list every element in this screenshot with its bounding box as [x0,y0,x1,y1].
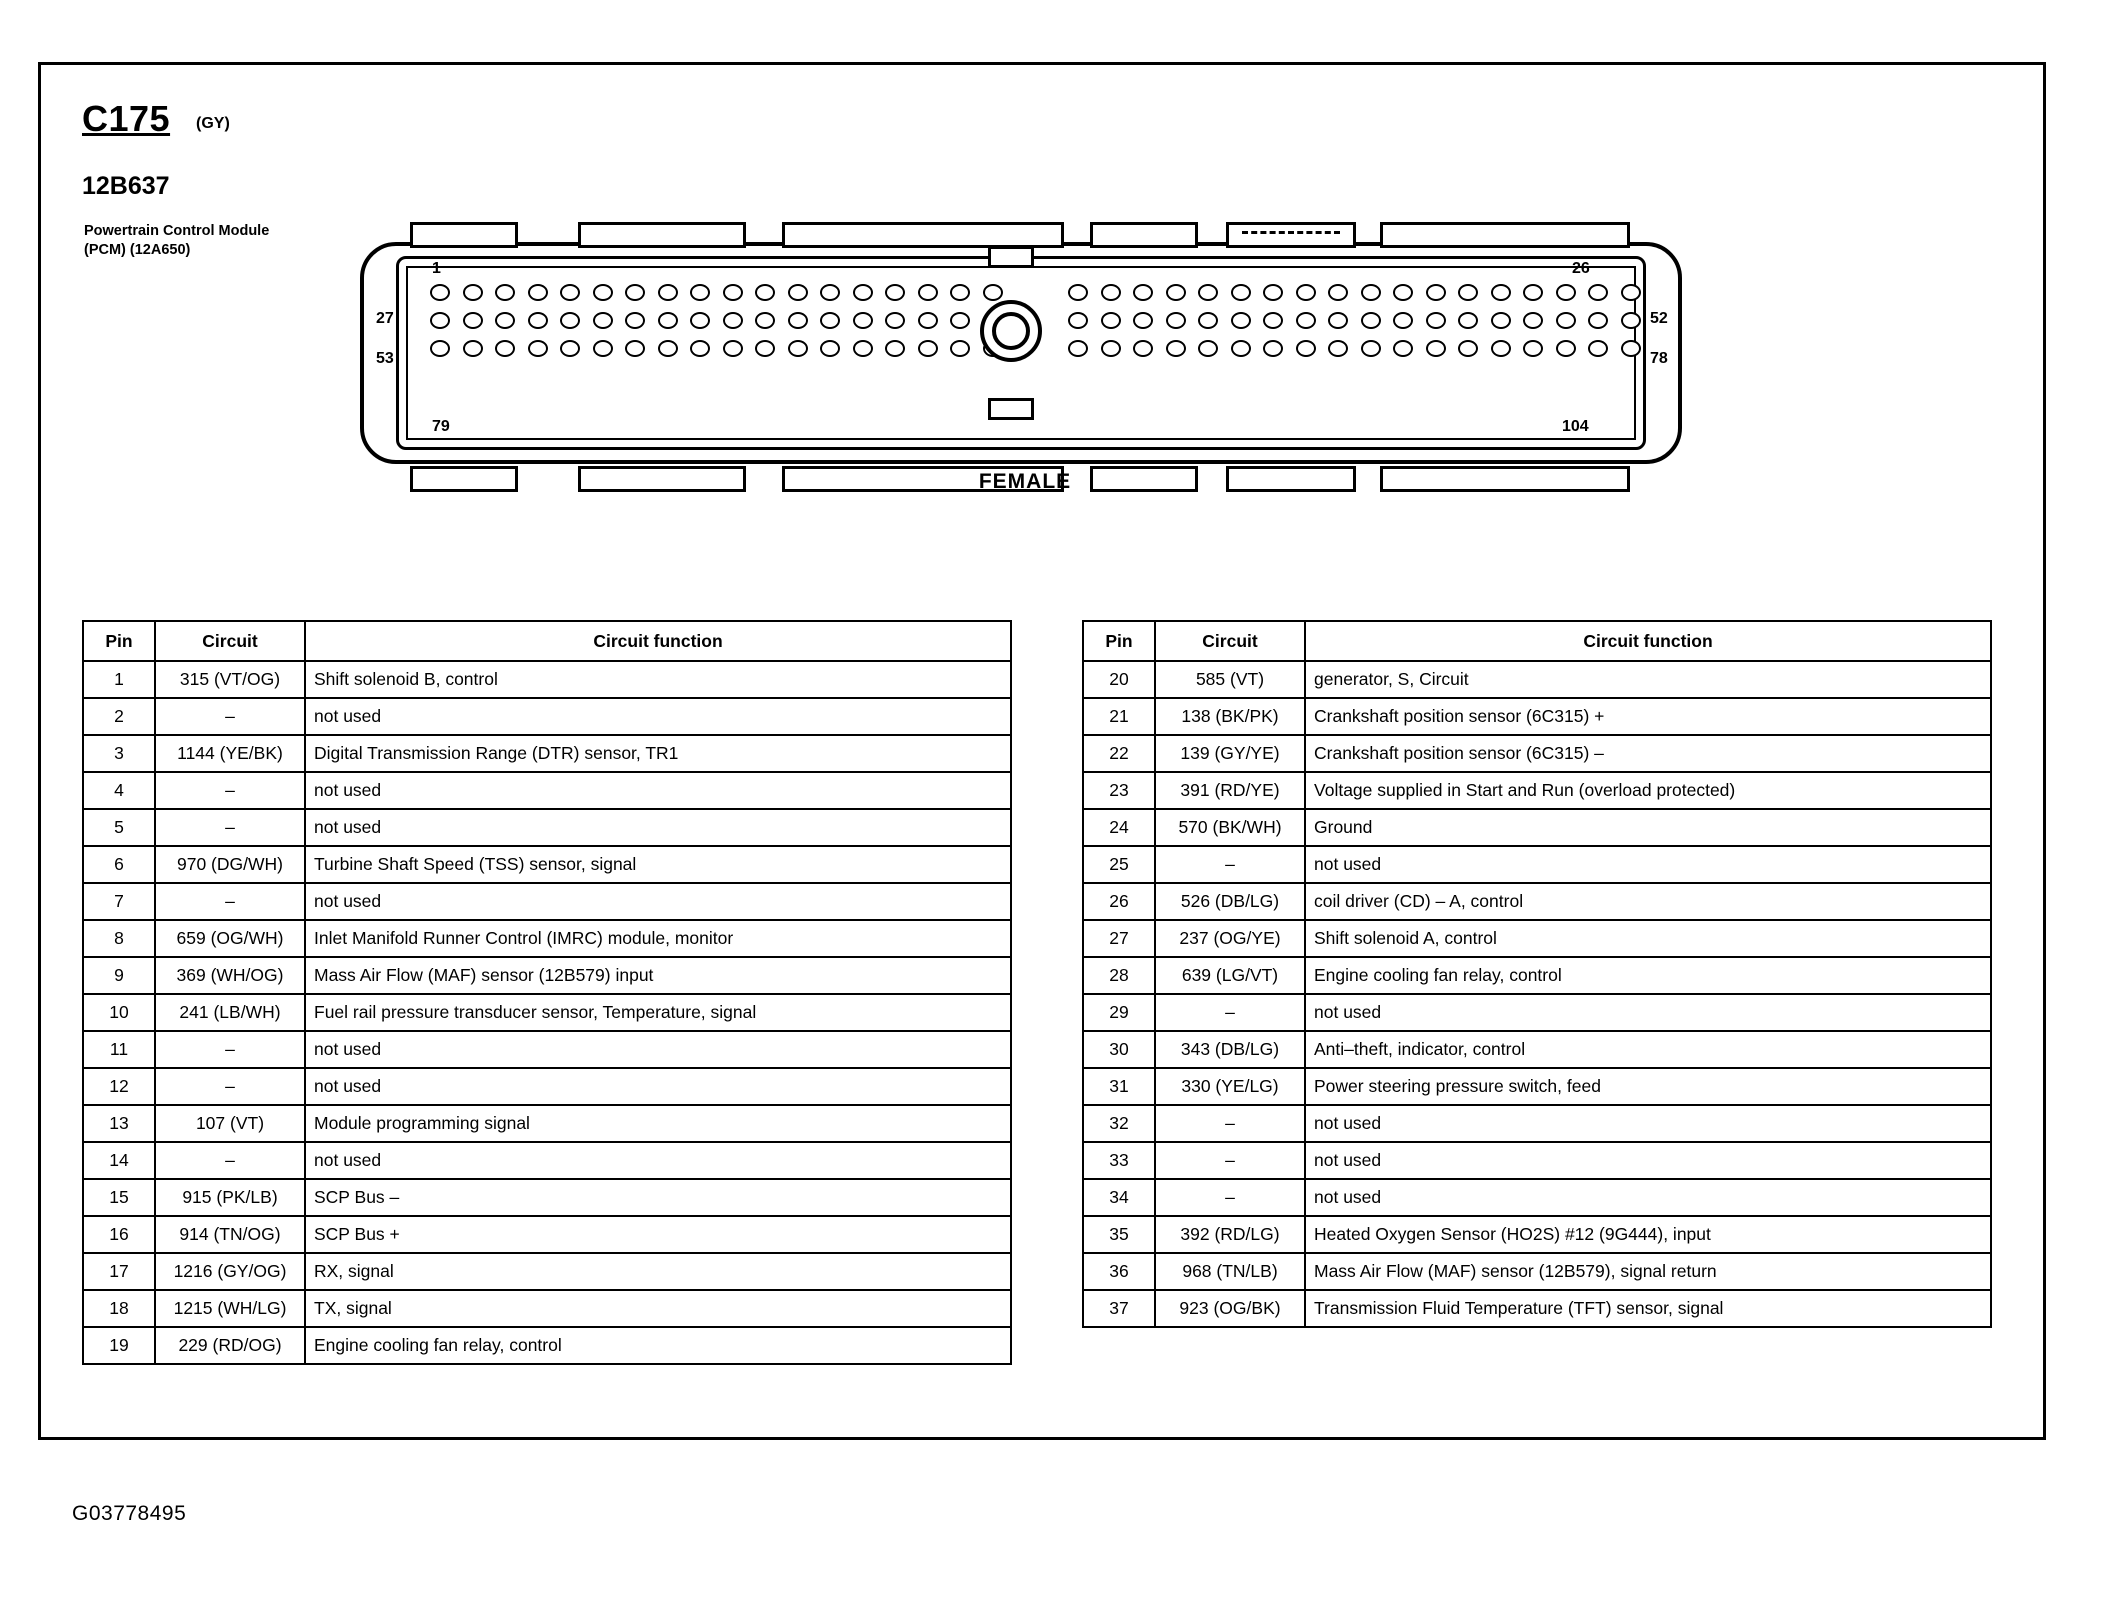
cell-circuit: – [155,1142,305,1179]
pin-row [430,284,1003,301]
pin-row [430,312,1003,329]
cell-pin: 16 [83,1216,155,1253]
cell-pin: 6 [83,846,155,883]
connector-color-code: (GY) [196,115,230,132]
cell-circuit: 1144 (YE/BK) [155,735,305,772]
pin-cavity [1231,284,1251,301]
cell-circuit: – [1155,1179,1305,1216]
table-row [1083,772,1991,809]
pin-cavity [1101,284,1121,301]
pin-cavity [1133,312,1153,329]
cell-function: Turbine Shaft Speed (TSS) sensor, signal [305,846,1011,883]
cell-function: not used [305,883,1011,920]
pin-cavity [1621,312,1641,329]
cell-circuit: 391 (RD/YE) [1155,772,1305,809]
pin-cavity [1393,312,1413,329]
cell-function: Power steering pressure switch, feed [1305,1068,1991,1105]
pin-number-mid-right-upper: 52 [1650,310,1668,327]
pin-number-top-left: 1 [432,260,441,277]
cell-circuit: 369 (WH/OG) [155,957,305,994]
connector-tab-detail [1242,231,1340,242]
connector-latch-tab [1090,222,1198,248]
cell-circuit: – [155,1031,305,1068]
cell-circuit: 914 (TN/OG) [155,1216,305,1253]
cell-circuit: 570 (BK/WH) [1155,809,1305,846]
column-header-circuit: Circuit [1155,621,1305,661]
cell-function: Voltage supplied in Start and Run (overload protected) [1305,772,1991,809]
cell-function: not used [305,772,1011,809]
connector-latch-tab [410,222,518,248]
pin-cavity [1296,284,1316,301]
connector-keyway-bottom [988,398,1034,420]
pin-cavity [1133,284,1153,301]
table-row [83,772,1011,809]
table-row [1083,1216,1991,1253]
cell-pin: 10 [83,994,155,1031]
cell-pin: 33 [1083,1142,1155,1179]
table-row [83,883,1011,920]
pin-cavity [593,340,613,357]
table-row [83,1105,1011,1142]
cell-pin: 23 [1083,772,1155,809]
pin-cavity [1166,312,1186,329]
pin-cavity [1458,284,1478,301]
pin-grid-right [1068,284,1641,357]
cell-function: Transmission Fluid Temperature (TFT) sensor, signal [1305,1290,1991,1327]
cell-function: not used [1305,994,1991,1031]
column-header-function: Circuit function [1305,621,1991,661]
cell-pin: 12 [83,1068,155,1105]
cell-circuit: 585 (VT) [1155,661,1305,698]
cell-circuit: – [1155,846,1305,883]
pin-cavity [1621,340,1641,357]
cell-circuit: – [155,883,305,920]
pin-cavity [723,340,743,357]
cell-pin: 35 [1083,1216,1155,1253]
pin-cavity [430,340,450,357]
cell-function: not used [305,809,1011,846]
pin-cavity [1393,284,1413,301]
cell-function: Mass Air Flow (MAF) sensor (12B579), signal return [1305,1253,1991,1290]
cell-function: Fuel rail pressure transducer sensor, Temperature, signal [305,994,1011,1031]
connector-illustration [350,222,1700,492]
connector-keyway-top [988,246,1034,268]
pin-table-left [82,620,1012,1365]
cell-pin: 32 [1083,1105,1155,1142]
cell-function: Mass Air Flow (MAF) sensor (12B579) input [305,957,1011,994]
table-row [1083,1068,1991,1105]
pin-cavity [885,284,905,301]
table-row [1083,846,1991,883]
cell-circuit: – [155,1068,305,1105]
connector-id: C175 [82,98,171,139]
pin-cavity [755,284,775,301]
table-row [1083,1105,1991,1142]
pin-cavity [788,340,808,357]
pin-cavity [1198,284,1218,301]
cell-circuit: – [1155,1142,1305,1179]
table-row [1083,920,1991,957]
pin-cavity [1556,340,1576,357]
pin-cavity [658,284,678,301]
connector-latch-tab [578,222,746,248]
table-row [1083,1142,1991,1179]
pin-cavity [560,340,580,357]
pin-cavity [463,312,483,329]
cell-circuit: 970 (DG/WH) [155,846,305,883]
pin-cavity [1263,340,1283,357]
cell-pin: 7 [83,883,155,920]
cell-circuit: 659 (OG/WH) [155,920,305,957]
pin-cavity [495,312,515,329]
connector-latch-tab [782,222,1064,248]
cell-pin: 8 [83,920,155,957]
cell-circuit: 915 (PK/LB) [155,1179,305,1216]
pin-row [1068,312,1641,329]
table-row [83,1142,1011,1179]
cell-pin: 9 [83,957,155,994]
pin-cavity [625,340,645,357]
pin-cavity [755,312,775,329]
pin-cavity [1426,312,1446,329]
pin-cavity [658,340,678,357]
cell-function: Inlet Manifold Runner Control (IMRC) module, monitor [305,920,1011,957]
cell-function: SCP Bus – [305,1179,1011,1216]
cell-function: coil driver (CD) – A, control [1305,883,1991,920]
pin-cavity [885,312,905,329]
pin-cavity [1588,340,1608,357]
pin-cavity [463,340,483,357]
pin-cavity [853,284,873,301]
cell-pin: 26 [1083,883,1155,920]
cell-circuit: 343 (DB/LG) [1155,1031,1305,1068]
cell-pin: 1 [83,661,155,698]
table-row [1083,994,1991,1031]
table-row [83,1290,1011,1327]
pin-cavity [723,312,743,329]
table-row [83,698,1011,735]
cell-function: not used [1305,846,1991,883]
pin-number-bottom-left: 79 [432,418,450,435]
cell-function: RX, signal [305,1253,1011,1290]
pin-number-mid-right-lower: 78 [1650,350,1668,367]
cell-circuit: 639 (LG/VT) [1155,957,1305,994]
table-row [83,846,1011,883]
cell-pin: 22 [1083,735,1155,772]
pin-cavity [1328,340,1348,357]
cell-function: not used [305,1068,1011,1105]
table-row [83,661,1011,698]
pin-cavity [1231,312,1251,329]
pin-cavity [1361,312,1381,329]
pin-cavity [1068,340,1088,357]
cell-pin: 30 [1083,1031,1155,1068]
module-description: Powertrain Control Module (PCM) (12A650) [84,223,270,258]
pin-cavity [1621,284,1641,301]
cell-function: Crankshaft position sensor (6C315) + [1305,698,1991,735]
cell-pin: 24 [1083,809,1155,846]
cell-circuit: 526 (DB/LG) [1155,883,1305,920]
cell-circuit: 1216 (GY/OG) [155,1253,305,1290]
cell-function: not used [1305,1179,1991,1216]
cell-circuit: – [1155,994,1305,1031]
pin-cavity [690,312,710,329]
table-row [83,1216,1011,1253]
pin-cavity [853,340,873,357]
pin-cavity [1361,340,1381,357]
pin-cavity [1198,312,1218,329]
pin-cavity [1296,312,1316,329]
cell-function: Digital Transmission Range (DTR) sensor, TR1 [305,735,1011,772]
table-row [1083,735,1991,772]
table-row [83,809,1011,846]
cell-function: Module programming signal [305,1105,1011,1142]
pin-cavity [918,312,938,329]
cell-pin: 28 [1083,957,1155,994]
cell-function: not used [1305,1105,1991,1142]
cell-pin: 2 [83,698,155,735]
cell-pin: 18 [83,1290,155,1327]
pin-cavity [983,284,1003,301]
pin-cavity [1588,284,1608,301]
cell-pin: 14 [83,1142,155,1179]
cell-pin: 11 [83,1031,155,1068]
cell-function: SCP Bus + [305,1216,1011,1253]
cell-circuit: 241 (LB/WH) [155,994,305,1031]
cell-function: Anti–theft, indicator, control [1305,1031,1991,1068]
column-header-circuit: Circuit [155,621,305,661]
cell-circuit: 923 (OG/BK) [1155,1290,1305,1327]
pin-cavity [593,312,613,329]
pin-cavity [1361,284,1381,301]
cell-function: Engine cooling fan relay, control [1305,957,1991,994]
pin-cavity [1588,312,1608,329]
pin-cavity [625,312,645,329]
cell-circuit: – [1155,1105,1305,1142]
pin-cavity [1263,284,1283,301]
pin-cavity [1491,340,1511,357]
cell-circuit: 330 (YE/LG) [1155,1068,1305,1105]
cell-circuit: 139 (GY/YE) [1155,735,1305,772]
pin-cavity [1458,312,1478,329]
pin-cavity [1393,340,1413,357]
pin-cavity [918,284,938,301]
table-row [83,994,1011,1031]
table-row [1083,1031,1991,1068]
cell-function: Engine cooling fan relay, control [305,1327,1011,1364]
table-row [1083,661,1991,698]
cell-circuit: 138 (BK/PK) [1155,698,1305,735]
pin-cavity [1296,340,1316,357]
table-row [83,1253,1011,1290]
alignment-hole-inner [992,312,1030,350]
pin-cavity [820,284,840,301]
pin-cavity [1133,340,1153,357]
pin-cavity [1523,284,1543,301]
table-row [1083,809,1991,846]
pin-cavity [690,340,710,357]
cell-function: Heated Oxygen Sensor (HO2S) #12 (9G444), input [1305,1216,1991,1253]
pin-cavity [593,284,613,301]
column-header-pin: Pin [1083,621,1155,661]
pin-cavity [1068,312,1088,329]
cell-pin: 3 [83,735,155,772]
pin-cavity [495,284,515,301]
column-header-pin: Pin [83,621,155,661]
pin-row [430,340,1003,357]
table-row [83,1327,1011,1364]
cell-function: Crankshaft position sensor (6C315) – [1305,735,1991,772]
table-row [83,1179,1011,1216]
table-row [83,1068,1011,1105]
cell-pin: 13 [83,1105,155,1142]
cell-pin: 34 [1083,1179,1155,1216]
table-row [83,920,1011,957]
pin-cavity [950,340,970,357]
pin-number-mid-left-lower: 53 [376,350,394,367]
cell-circuit: 107 (VT) [155,1105,305,1142]
pin-cavity [1458,340,1478,357]
pin-cavity [788,284,808,301]
pin-cavity [853,312,873,329]
cell-pin: 19 [83,1327,155,1364]
cell-function: generator, S, Circuit [1305,661,1991,698]
cell-function: Shift solenoid A, control [1305,920,1991,957]
cell-pin: 37 [1083,1290,1155,1327]
table-row [1083,1253,1991,1290]
table-row [83,735,1011,772]
pin-cavity [1556,312,1576,329]
pin-cavity [528,284,548,301]
pin-cavity [495,340,515,357]
pin-cavity [1166,284,1186,301]
pin-cavity [1101,312,1121,329]
cell-pin: 15 [83,1179,155,1216]
document-code: G03778495 [72,1502,187,1525]
cell-function: not used [1305,1142,1991,1179]
pin-cavity [1068,284,1088,301]
pin-cavity [463,284,483,301]
pin-cavity [950,284,970,301]
pin-cavity [1198,340,1218,357]
pin-cavity [1523,312,1543,329]
connector-gender-label: FEMALE [978,470,1072,493]
pin-number-mid-left-upper: 27 [376,310,394,327]
table-header-row [1083,621,1991,661]
cell-circuit: 237 (OG/YE) [1155,920,1305,957]
pin-cavity [918,340,938,357]
pin-cavity [820,340,840,357]
part-number: 12B637 [82,172,170,200]
table-header-row [83,621,1011,661]
pin-cavity [1426,284,1446,301]
table-row [83,957,1011,994]
cell-pin: 36 [1083,1253,1155,1290]
cell-function: Shift solenoid B, control [305,661,1011,698]
pin-cavity [1166,340,1186,357]
cell-circuit: – [155,772,305,809]
pin-cavity [430,284,450,301]
pin-cavity [560,284,580,301]
pin-cavity [1101,340,1121,357]
cell-function: TX, signal [305,1290,1011,1327]
pin-row [1068,340,1641,357]
pin-cavity [528,340,548,357]
pin-cavity [560,312,580,329]
pin-cavity [1556,284,1576,301]
pin-cavity [1491,284,1511,301]
pin-cavity [690,284,710,301]
cell-pin: 21 [1083,698,1155,735]
cell-circuit: – [155,698,305,735]
column-header-function: Circuit function [305,621,1011,661]
cell-pin: 27 [1083,920,1155,957]
cell-pin: 4 [83,772,155,809]
pin-row [1068,284,1641,301]
table-row [1083,698,1991,735]
cell-pin: 20 [1083,661,1155,698]
cell-pin: 17 [83,1253,155,1290]
pin-cavity [723,284,743,301]
pin-cavity [528,312,548,329]
cell-circuit: 229 (RD/OG) [155,1327,305,1364]
cell-pin: 5 [83,809,155,846]
cell-function: not used [305,1142,1011,1179]
cell-pin: 29 [1083,994,1155,1031]
cell-circuit: 968 (TN/LB) [1155,1253,1305,1290]
pin-cavity [820,312,840,329]
pin-cavity [1231,340,1251,357]
table-row [1083,1290,1991,1327]
cell-pin: 25 [1083,846,1155,883]
cell-circuit: 1215 (WH/LG) [155,1290,305,1327]
pin-cavity [1328,284,1348,301]
pin-number-top-right: 26 [1572,260,1590,277]
table-row [1083,1179,1991,1216]
pin-cavity [1491,312,1511,329]
table-row [1083,957,1991,994]
pin-cavity [885,340,905,357]
cell-circuit: 392 (RD/LG) [1155,1216,1305,1253]
pin-cavity [625,284,645,301]
pin-cavity [658,312,678,329]
cell-circuit: – [155,809,305,846]
cell-pin: 31 [1083,1068,1155,1105]
pin-number-bottom-right: 104 [1562,418,1589,435]
pin-cavity [1523,340,1543,357]
cell-function: not used [305,698,1011,735]
pin-cavity [1426,340,1446,357]
pin-cavity [950,312,970,329]
pin-table-right [1082,620,1992,1328]
cell-function: not used [305,1031,1011,1068]
pin-cavity [788,312,808,329]
cell-circuit: 315 (VT/OG) [155,661,305,698]
pin-cavity [1328,312,1348,329]
table-row [83,1031,1011,1068]
pin-cavity [430,312,450,329]
pin-cavity [755,340,775,357]
pin-cavity [1263,312,1283,329]
pin-grid-left [430,284,1003,357]
cell-function: Ground [1305,809,1991,846]
connector-latch-tab [1380,222,1630,248]
table-row [1083,883,1991,920]
